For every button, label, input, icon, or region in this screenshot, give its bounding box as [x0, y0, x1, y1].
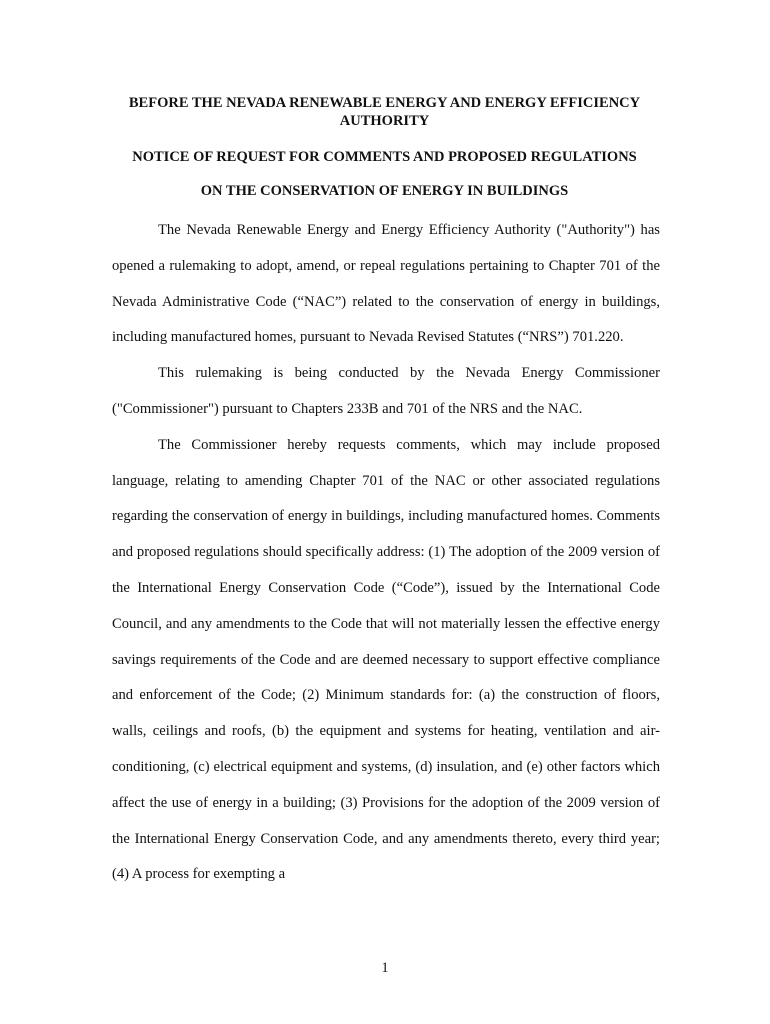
paragraph-rulemaking-opened: The Nevada Renewable Energy and Energy Efficiency Authority ("Authority") has opened a rulemaking to adopt, amend, or repeal regulations pertaining to Chapter 701 of the Nevada Administrative Code (“NAC”) related to the conservation of energy in buildings, including manufactured homes, pursuant to Nevada Revised Statutes (“NRS”) 701.220.	[112, 222, 660, 346]
document-body	[112, 213, 660, 893]
page-number: 1	[381, 960, 389, 976]
document-heading-authority: BEFORE THE NEVADA RENEWABLE ENERGY AND ENERGY EFFICIENCY AUTHORITY	[128, 95, 641, 129]
document-heading-notice: NOTICE OF REQUEST FOR COMMENTS AND PROPOSED REGULATIONS	[132, 149, 637, 165]
paragraph-request-comments: The Commissioner hereby requests comments, which may include proposed language, relating to amending Chapter 701 of the NAC or other associated regulations regarding the conservation of energy in buildings, including manufactured homes. Comments and proposed regulations should specifically address: (1) The adoption of the 2009 version of the International Energy Conservation Code (“Code”), issued by the International Code Council, and any amendments to the Code that will not materially lessen the effective energy savings requirements of the Code and are deemed necessary to support effective compliance and enforcement of the Code; (2) Minimum standards for: (a) the construction of floors, walls, ceilings and roofs, (b) the equipment and systems for heating, ventilation and air-conditioning, (c) electrical equipment and systems, (d) insulation, and (e) other factors which affect the use of energy in a building; (3) Provisions for the adoption of the 2009 version of the International Energy Conservation Code, and any amendments thereto, every third year; (4) A process for exempting a	[112, 436, 660, 883]
document-heading-subject: ON THE CONSERVATION OF ENERGY IN BUILDINGS	[200, 183, 569, 199]
paragraph-commissioner: This rulemaking is being conducted by the Nevada Energy Commissioner ("Commissioner") pursuant to Chapters 233B and 701 of the NRS and the NAC.	[112, 365, 660, 417]
